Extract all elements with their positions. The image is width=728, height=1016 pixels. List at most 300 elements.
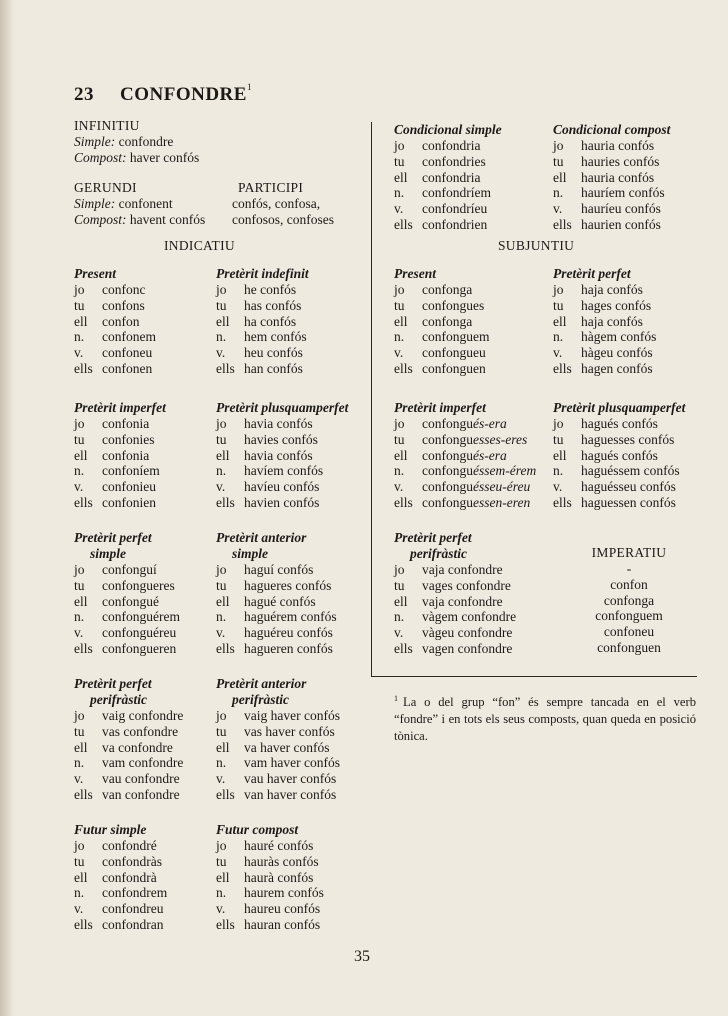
footnote-number: 1 (394, 694, 398, 703)
verb-form: hauríeu confós (581, 201, 661, 217)
tense-title: Pretèrit plusquamperfet (553, 400, 686, 415)
pronoun: n. (74, 755, 85, 771)
participi-line-2: confosos, confoses (232, 212, 334, 227)
block-preterit-plusquamperfet-indicatiu (216, 400, 366, 511)
column-divider-horizontal (371, 676, 697, 677)
pronoun: n. (74, 329, 85, 345)
footnote-text: La o del grup “fon” és sempre tancada en el verb “fondre” i en tots els seus composts, quan queda en posició tònica. (394, 695, 696, 744)
conjugation-row (394, 185, 544, 201)
verb-form: hagueren confós (244, 640, 333, 656)
verb-form: vaig confondre (102, 708, 184, 723)
verb-ending: esses-eres (473, 431, 528, 447)
conjugation-row (394, 170, 544, 186)
verb-form: confongué (102, 593, 159, 609)
pronoun: tu (553, 297, 564, 313)
pronoun: tu (74, 577, 85, 593)
verb-form: vau confondre (102, 771, 180, 787)
pronoun: n. (216, 463, 227, 479)
tense-title: Pretèrit perfet (74, 530, 152, 545)
pronoun: jo (394, 416, 405, 431)
pronoun: n. (216, 755, 227, 771)
conjugation-row (394, 479, 544, 495)
conjugation-row (394, 448, 544, 464)
verb-form: haguí confós (244, 562, 314, 577)
verb-form: hàgeu confós (581, 345, 653, 361)
pronoun: n. (216, 609, 227, 625)
verb-form: havíeu confós (244, 479, 320, 495)
verb-form: confondries (422, 153, 486, 169)
verb-form: hagueres confós (244, 577, 332, 593)
verb-form: he confós (244, 282, 297, 297)
verb-form: confonien (102, 494, 156, 510)
pronoun: tu (394, 577, 405, 593)
pronoun: ells (553, 360, 572, 376)
verb-form: hauràs confós (244, 853, 319, 869)
gerundi-title: GERUNDI (74, 180, 137, 195)
pronoun: v. (394, 201, 404, 217)
verb-form: confonguérem (102, 609, 180, 625)
conjugation-row (74, 870, 224, 886)
conjugation-row (216, 361, 366, 377)
conjugation-row (216, 708, 366, 724)
imperatiu-form: confonguen (597, 639, 661, 655)
pronoun: ell (74, 447, 88, 463)
conjugation-row (553, 329, 703, 345)
conjugation-row (216, 562, 366, 578)
verb-form: confonc (102, 282, 146, 297)
pronoun: ells (74, 916, 93, 932)
participi-section (232, 180, 334, 228)
conjugation-row (74, 854, 224, 870)
column-divider-vertical (371, 122, 372, 677)
conjugation-row (216, 314, 366, 330)
verb-form: va confondre (102, 739, 173, 755)
tense-title: Pretèrit anterior (216, 676, 307, 691)
conjugation-row (216, 448, 366, 464)
verb-form: confonguéreu (102, 625, 177, 641)
conjugation-row (216, 578, 366, 594)
conjugation-row (394, 416, 544, 432)
infinitiu-simple-label: Simple: (74, 134, 116, 149)
tense-title: Pretèrit imperfet (394, 400, 486, 415)
verb-form: hagués confós (581, 416, 658, 431)
conjugation-row (394, 641, 544, 657)
infinitiu-simple-value: confondre (118, 134, 174, 149)
verb-form: hauria confós (581, 138, 655, 153)
verb-form: confons (102, 297, 145, 313)
participi-title: PARTICIPI (238, 180, 304, 195)
pronoun: ells (216, 360, 235, 376)
verb-number: 23 (74, 84, 94, 105)
footnote-mark: 1 (246, 82, 252, 92)
conjugation-row (74, 641, 224, 657)
pronoun: v. (74, 345, 84, 361)
pronoun: jo (74, 708, 85, 723)
conjugation-row (216, 755, 366, 771)
pronoun: jo (216, 282, 227, 297)
verb-form: hem confós (244, 329, 307, 345)
block-preterit-anterior-simple (216, 530, 366, 657)
pronoun: ell (394, 169, 408, 185)
pronoun: jo (216, 416, 227, 431)
infinitiu-compost-label: Compost: (74, 150, 127, 165)
page-number: 35 (354, 948, 370, 965)
verb-form: confonga (422, 282, 473, 297)
conjugation-row (553, 495, 703, 511)
pronoun: tu (553, 431, 564, 447)
pronoun: ell (74, 593, 88, 609)
conjugation-row (216, 416, 366, 432)
pronoun: v. (394, 625, 404, 641)
conjugation-row (74, 495, 224, 511)
conjugation-row (394, 495, 544, 511)
verb-form: confoníem (102, 463, 160, 479)
pronoun: v. (74, 625, 84, 641)
pronoun: n. (74, 609, 85, 625)
verb-form: haja confós (581, 282, 643, 297)
pronoun: ells (394, 640, 413, 656)
verb-form: confonguí (102, 562, 157, 577)
pronoun: n. (216, 885, 227, 901)
pronoun: ell (216, 313, 230, 329)
verb-form: vau haver confós (244, 771, 337, 787)
conjugation-row (394, 314, 544, 330)
pronoun: ells (216, 640, 235, 656)
conjugation-row (394, 361, 544, 377)
verb-form: heu confós (244, 345, 303, 361)
pronoun: jo (216, 708, 227, 723)
tense-title: Pretèrit plusquamperfet (216, 400, 349, 415)
verb-form: van haver confós (244, 786, 337, 802)
pronoun: ell (74, 739, 88, 755)
verb-form: vam haver confós (244, 755, 340, 771)
conjugation-row (553, 432, 703, 448)
pronoun: v. (394, 345, 404, 361)
verb-form: confongu (422, 494, 473, 510)
block-preterit-perfet-perifrastic-indicatiu (74, 676, 224, 803)
tense-title: Futur simple (74, 822, 147, 837)
verb-form: confondràs (102, 853, 162, 869)
conjugation-row (553, 185, 703, 201)
block-preterit-plusquamperfet-subjuntiu (553, 400, 703, 511)
conjugation-row (216, 463, 366, 479)
verb-form: confonga (422, 313, 473, 329)
block-preterit-anterior-perifrastic (216, 676, 366, 803)
tense-title: Present (394, 266, 436, 281)
pronoun: n. (74, 885, 85, 901)
verb-form: va haver confós (244, 739, 330, 755)
imperatiu-form: confoneu (603, 624, 655, 640)
verb-form: vaja confondre (422, 562, 503, 577)
verb-form: confongu (422, 431, 473, 447)
pronoun: ell (553, 169, 567, 185)
verb-form: hàgem confós (581, 329, 657, 345)
pronoun: tu (74, 297, 85, 313)
verb-form: vàgeu confondre (422, 625, 513, 641)
gerundi-compost-label: Compost: (74, 212, 127, 227)
verb-form: hagen confós (581, 360, 653, 376)
verb-form: haurien confós (581, 216, 661, 232)
imperatiu-form: confonguem (595, 608, 663, 624)
conjugation-row (74, 479, 224, 495)
conjugation-row (216, 838, 366, 854)
verb-form: haureu confós (244, 901, 321, 917)
verb-form: confonia (102, 447, 150, 463)
conjugation-row (74, 298, 224, 314)
tense-subtitle: simple (232, 546, 268, 561)
verb-form: confon (102, 313, 140, 329)
block-present-indicatiu (74, 266, 224, 377)
imperatiu-section (554, 545, 704, 656)
conjugation-row (74, 787, 224, 803)
conjugation-row (216, 641, 366, 657)
verb-form: ha confós (244, 313, 297, 329)
verb-form: hauríem confós (581, 185, 665, 201)
participi-line-1: confós, confosa, (232, 196, 321, 211)
imperatiu-form: - (626, 561, 632, 576)
conjugation-row (74, 901, 224, 917)
pronoun: v. (553, 479, 563, 495)
conjugation-row (216, 625, 366, 641)
verb-form: haurà confós (244, 869, 314, 885)
indicatiu-label: INDICATIU (164, 238, 235, 253)
verb-form: confongu (422, 416, 473, 431)
conjugation-row (74, 755, 224, 771)
verb-form: hauran confós (244, 916, 321, 932)
block-preterit-imperfet-indicatiu (74, 400, 224, 511)
tense-subtitle: perifràstic (410, 546, 467, 561)
verb-form: confondria (422, 138, 481, 153)
verb-form: confondrem (102, 885, 168, 901)
conjugation-row (394, 217, 544, 233)
conjugation-row (394, 138, 544, 154)
conjugation-row (74, 724, 224, 740)
conjugation-row (74, 329, 224, 345)
block-preterit-indefinit (216, 266, 366, 377)
pronoun: ells (553, 494, 572, 510)
verb-form: hauria confós (581, 169, 655, 185)
gerundi-section (74, 180, 205, 228)
pronoun: ells (553, 216, 572, 232)
conjugation-row (74, 463, 224, 479)
conjugation-row (216, 854, 366, 870)
conjugation-row (394, 201, 544, 217)
tense-title: Futur compost (216, 822, 299, 837)
conjugation-row (216, 298, 366, 314)
tense-title: Pretèrit perfet (553, 266, 631, 281)
conjugation-row (394, 345, 544, 361)
verb-ending: essen-eren (473, 494, 531, 510)
conjugation-row (394, 298, 544, 314)
conjugation-row (394, 562, 544, 578)
pronoun: ell (216, 593, 230, 609)
pronoun: n. (394, 463, 405, 479)
pronoun: jo (394, 282, 405, 297)
conjugation-row (74, 416, 224, 432)
verb-form: vas haver confós (244, 723, 335, 739)
verb-form: confonia (102, 416, 150, 431)
conjugation-row (553, 448, 703, 464)
conjugation-row (553, 361, 703, 377)
verb-form: confongu (422, 447, 473, 463)
pronoun: ells (394, 494, 413, 510)
verb-ending: ésseu-éreu (473, 479, 531, 495)
pronoun: v. (74, 901, 84, 917)
verb-form: haguéssem confós (581, 463, 680, 479)
pronoun: tu (74, 723, 85, 739)
verb-ending: és-era (473, 416, 507, 431)
conjugation-row (216, 740, 366, 756)
pronoun: jo (74, 838, 85, 853)
block-condicional-compost (553, 122, 703, 233)
tense-subtitle: simple (90, 546, 126, 561)
conjugation-row (74, 578, 224, 594)
tense-subtitle: perifràstic (90, 692, 147, 707)
pronoun: ell (216, 447, 230, 463)
pronoun: tu (216, 297, 227, 313)
tense-title: Pretèrit anterior (216, 530, 307, 545)
pronoun: ells (216, 494, 235, 510)
conjugation-row (216, 609, 366, 625)
pronoun: ells (74, 640, 93, 656)
conjugation-row (74, 594, 224, 610)
pronoun: tu (216, 723, 227, 739)
pronoun: n. (74, 463, 85, 479)
pronoun: v. (394, 479, 404, 495)
pronoun: ell (553, 313, 567, 329)
tense-title: Present (74, 266, 116, 281)
verb-form: confonguen (422, 360, 486, 376)
infinitiu-title: INFINITIU (74, 118, 140, 133)
verb-form: vam confondre (102, 755, 184, 771)
conjugation-row (394, 609, 544, 625)
conjugation-row (394, 578, 544, 594)
verb-form: havia confós (244, 447, 313, 463)
verb-form: hauré confós (244, 838, 314, 853)
conjugation-row (74, 838, 224, 854)
block-preterit-perfet-simple (74, 530, 224, 657)
conjugation-row (216, 870, 366, 886)
verb-form: vages confondre (422, 577, 511, 593)
conjugation-row (394, 432, 544, 448)
pronoun: tu (553, 153, 564, 169)
pronoun: n. (394, 609, 405, 625)
conjugation-row (553, 416, 703, 432)
pronoun: jo (553, 282, 564, 297)
pronoun: ells (216, 786, 235, 802)
verb-form: confongues (422, 297, 485, 313)
verb-form: confoneu (102, 345, 153, 361)
pronoun: jo (394, 562, 405, 577)
conjugation-row (216, 329, 366, 345)
verb-form: vagen confondre (422, 640, 513, 656)
verb-form: confonieu (102, 479, 156, 495)
conjugation-row (553, 138, 703, 154)
pronoun: n. (216, 329, 227, 345)
conjugation-row (74, 448, 224, 464)
pronoun: v. (216, 479, 226, 495)
verb-form: vaja confondre (422, 593, 503, 609)
verb-form: vas confondre (102, 723, 179, 739)
verb-form: haurem confós (244, 885, 324, 901)
imperatiu-label: IMPERATIU (591, 545, 667, 560)
pronoun: ells (394, 216, 413, 232)
verb-form: havies confós (244, 431, 318, 447)
conjugation-row (74, 361, 224, 377)
verb-form: confondré (102, 838, 157, 853)
verb-form: confongu (422, 479, 473, 495)
conjugation-row (394, 594, 544, 610)
block-preterit-perfet-perifrastic-subjuntiu (394, 530, 544, 657)
block-futur-compost (216, 822, 366, 933)
pronoun: ell (74, 869, 88, 885)
pronoun: v. (216, 771, 226, 787)
verb-form: hages confós (581, 297, 652, 313)
pronoun: jo (216, 562, 227, 577)
pronoun: ell (394, 313, 408, 329)
pronoun: ells (394, 360, 413, 376)
verb-name: CONFONDRE (120, 84, 247, 105)
verb-form: confondreu (102, 901, 164, 917)
conjugation-row (216, 432, 366, 448)
pronoun: v. (74, 479, 84, 495)
infinitiu-section (74, 118, 199, 166)
page-title (74, 84, 252, 106)
verb-form: hagué confós (244, 593, 316, 609)
conjugation-row (553, 282, 703, 298)
pronoun: ells (74, 360, 93, 376)
block-futur-simple (74, 822, 224, 933)
verb-form: confondrà (102, 869, 157, 885)
pronoun: n. (394, 329, 405, 345)
tense-title: Pretèrit imperfet (74, 400, 166, 415)
conjugation-row (74, 708, 224, 724)
tense-subtitle: perifràstic (232, 692, 289, 707)
pronoun: tu (394, 297, 405, 313)
tense-title: Pretèrit perfet (394, 530, 472, 545)
conjugation-row (74, 625, 224, 641)
block-present-subjuntiu (394, 266, 544, 377)
conjugation-row (216, 479, 366, 495)
verb-form: vàgem confondre (422, 609, 517, 625)
imperatiu-rows (554, 561, 704, 656)
verb-form: hauries confós (581, 153, 660, 169)
footnote (394, 690, 696, 745)
gerundi-simple-value: confonent (118, 196, 173, 211)
conjugation-row (74, 885, 224, 901)
pronoun: n. (553, 185, 564, 201)
tense-title: Pretèrit indefinit (216, 266, 309, 281)
pronoun: ells (74, 494, 93, 510)
conjugation-row (216, 495, 366, 511)
pronoun: jo (553, 416, 564, 431)
verb-form: confondríeu (422, 201, 488, 217)
pronoun: jo (74, 562, 85, 577)
conjugation-row (553, 345, 703, 361)
verb-form: confongueres (102, 577, 175, 593)
verb-form: haguéreu confós (244, 625, 333, 641)
pronoun: ell (553, 447, 567, 463)
gerundi-compost-value: havent confós (129, 212, 206, 227)
verb-form: vaig haver confós (244, 708, 340, 723)
pronoun: v. (553, 345, 563, 361)
block-preterit-perfet-subjuntiu (553, 266, 703, 377)
infinitiu-compost-value: haver confós (129, 150, 200, 165)
verb-form: confondran (102, 916, 164, 932)
pronoun: tu (394, 431, 405, 447)
conjugation-row (394, 154, 544, 170)
conjugation-row (74, 609, 224, 625)
